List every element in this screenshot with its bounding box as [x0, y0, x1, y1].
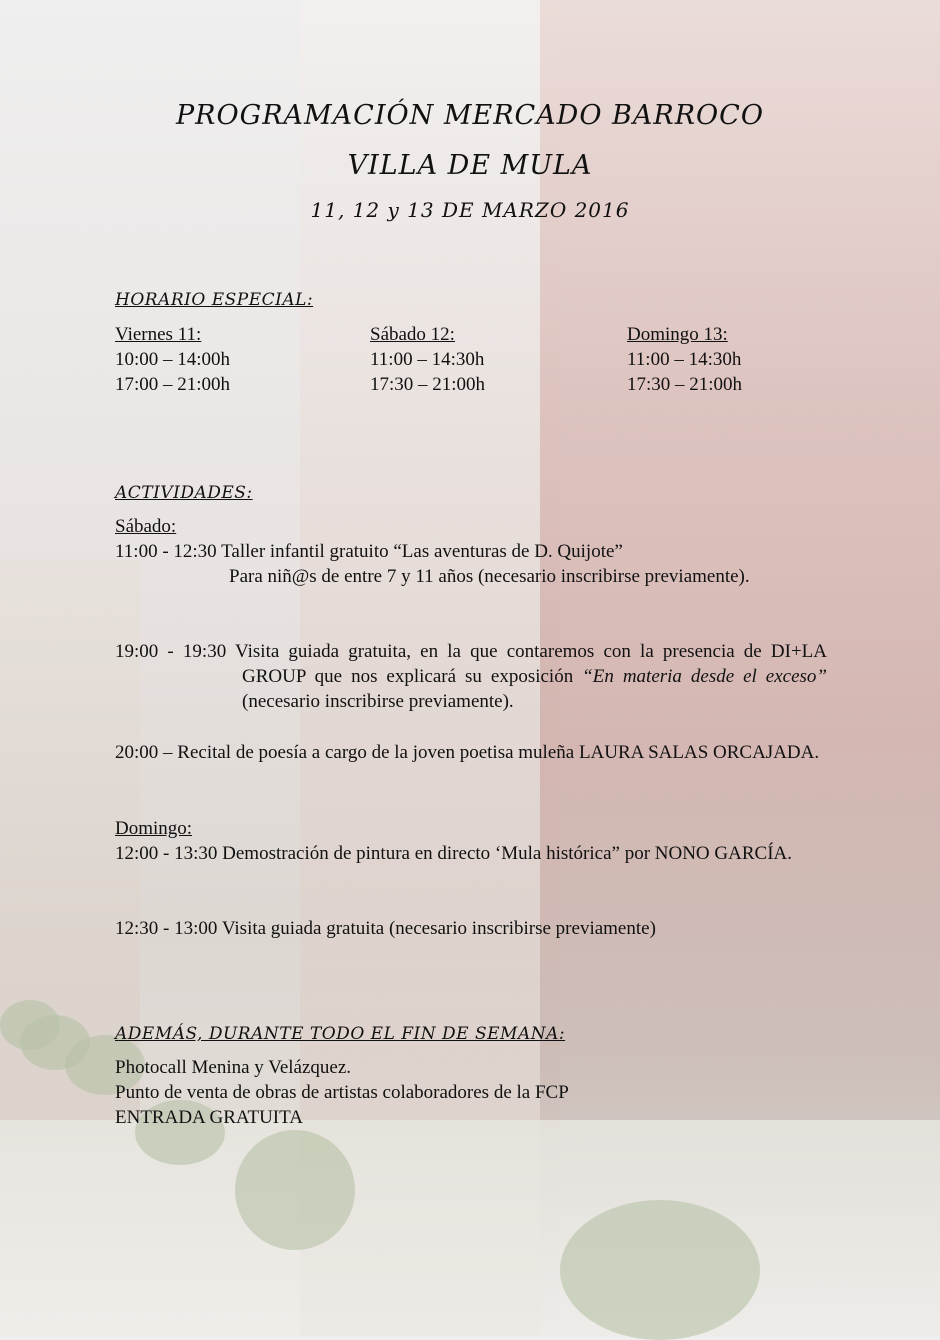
activity-item: [115, 639, 827, 714]
activity-text: Visita guiada gratuita, en la que contaremos con la presencia de DI+LA GROUP que nos explicará su exposición: [235, 641, 827, 687]
activity-item: [115, 841, 875, 866]
activity-item: [115, 740, 827, 765]
poster-title: PROGRAMACIÓN MERCADO BARROCO: [176, 100, 764, 131]
ademas-line: Punto de venta de obras de artistas colaboradores de la FCP: [115, 1082, 569, 1103]
activity-item: [115, 916, 875, 941]
activity-time: 11:00 - 12:30: [115, 541, 217, 562]
activity-tail: (necesario inscribirse previamente).: [242, 691, 514, 712]
time-slot: 11:00 – 14:30h: [370, 349, 485, 370]
domingo-label: Domingo:: [115, 818, 193, 839]
activity-time: 12:30 - 13:00: [115, 918, 218, 939]
actividades-heading: ACTIVIDADES:: [115, 483, 253, 503]
day-label: Domingo 13:: [627, 324, 728, 345]
poster-dates: 11, 12 y 13 DE MARZO 2016: [310, 198, 630, 222]
activity-text: Taller infantil gratuito “Las aventuras de D. Quijote”: [221, 541, 623, 562]
time-slot: 17:30 – 21:00h: [627, 374, 743, 395]
activity-time: 20:00 –: [115, 742, 173, 763]
sabado-label: Sábado:: [115, 516, 177, 537]
horario-sabado: [370, 322, 485, 397]
time-slot: 17:30 – 21:00h: [370, 374, 486, 395]
time-slot: 10:00 – 14:00h: [115, 349, 231, 370]
time-slot: 11:00 – 14:30h: [627, 349, 742, 370]
activity-text: Demostración de pintura en directo ‘Mula histórica” por NONO GARCÍA.: [222, 843, 792, 864]
activity-time: 12:00 - 13:30: [115, 843, 218, 864]
time-slot: 17:00 – 21:00h: [115, 374, 231, 395]
day-label: Viernes 11:: [115, 324, 202, 345]
day-label: Sábado 12:: [370, 324, 455, 345]
ademas-line: Photocall Menina y Velázquez.: [115, 1057, 352, 1078]
poster-subtitle: VILLA DE MULA: [347, 150, 593, 181]
activity-text: Recital de poesía a cargo de la joven poetisa muleña LAURA SALAS ORCAJADA.: [177, 742, 820, 763]
activity-time: 19:00 - 19:30: [115, 641, 227, 662]
ademas-list: [115, 1055, 827, 1130]
ademas-line: ENTRADA GRATUITA: [115, 1107, 303, 1128]
horario-heading: HORARIO ESPECIAL:: [115, 290, 314, 310]
ademas-heading: ADEMÁS, DURANTE TODO EL FIN DE SEMANA:: [115, 1024, 566, 1044]
exhibition-title: “En materia desde el exceso”: [582, 666, 827, 687]
activity-item: [115, 539, 827, 589]
horario-domingo: [627, 322, 742, 397]
activity-detail: Para niñ@s de entre 7 y 11 años (necesario inscribirse previamente).: [229, 566, 750, 587]
horario-viernes: [115, 322, 230, 397]
activity-text: Visita guiada gratuita (necesario inscribirse previamente): [221, 918, 656, 939]
